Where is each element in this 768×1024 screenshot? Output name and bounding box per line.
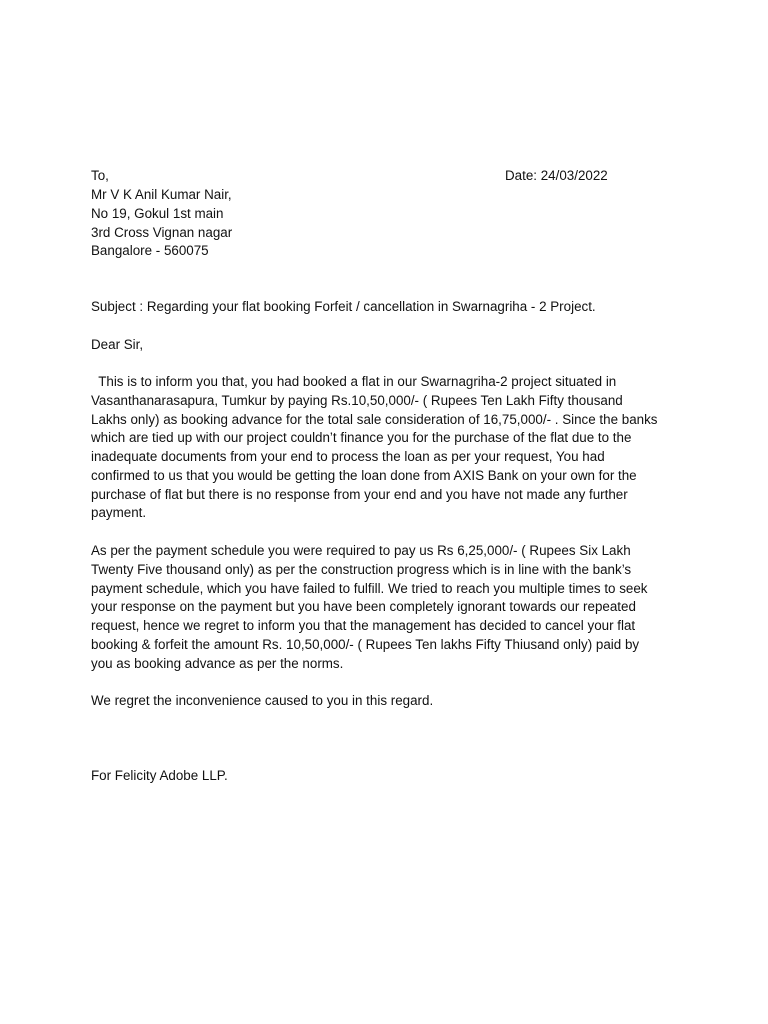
paragraph-line: your response on the payment but you have been completely ignorant towards our repeated (91, 599, 636, 615)
paragraph-line: payment schedule, which you have failed to fulfill. We tried to reach you multiple times to seek (91, 580, 648, 596)
recipient-address-line: No 19, Gokul 1st main (91, 205, 224, 221)
paragraph-line: which are tied up with our project couldn’t finance you for the purchase of the flat due to the (91, 430, 632, 446)
paragraph-line: request, hence we regret to inform you that the management has decided to cancel your flat (91, 618, 636, 633)
recipient-address (91, 186, 691, 261)
signoff: For Felicity Adobe LLP. (91, 768, 228, 783)
paragraph-line: purchase of flat but there is no response from your end and you have not made any further (91, 486, 628, 502)
paragraph-line: you as booking advance as per the norms. (91, 655, 344, 671)
paragraph-2 (91, 542, 691, 673)
paragraph-line: This is to inform you that, you had booked a flat in our Swarnagriha-2 project situated in (91, 374, 617, 389)
paragraph-1 (91, 373, 691, 523)
paragraph-line: confirmed to us that you would be getting the loan done from AXIS Bank on your own for the (91, 467, 637, 483)
paragraph-line: Vasanthanarasapura, Tumkur by paying Rs.10,50,000/- ( Rupees Ten Lakh Fifty thousand (91, 392, 623, 408)
to-label: To, (91, 168, 109, 183)
recipient-address-line: 3rd Cross Vignan nagar (91, 224, 233, 240)
paragraph-line: inadequate documents from your end to process the loan as per your request, You had (91, 449, 605, 464)
paragraph-line: As per the payment schedule you were required to pay us Rs 6,25,000/- ( Rupees Six Lakh (91, 543, 631, 558)
recipient-name: Mr V K Anil Kumar Nair, (91, 187, 232, 202)
paragraph-line: booking & forfeit the amount Rs. 10,50,000/- ( Rupees Ten lakhs Fifty Thiusand only) paid by (91, 636, 640, 652)
closing-regret: We regret the inconvenience caused to you in this regard. (91, 693, 434, 708)
paragraph-line: Twenty Five thousand only) as per the construction progress which is in line with the bank’s (91, 561, 632, 577)
paragraph-line: Lakhs only) as booking advance for the total sale consideration of 16,75,000/- . Since the banks (91, 411, 658, 427)
paragraph-line: payment. (91, 505, 147, 521)
recipient-address-line: Bangalore - 560075 (91, 243, 209, 259)
letter-date: Date: 24/03/2022 (505, 168, 608, 183)
subject-line: Subject : Regarding your flat booking Forfeit / cancellation in Swarnagriha - 2 Project. (91, 299, 596, 314)
greeting: Dear Sir, (91, 337, 144, 352)
